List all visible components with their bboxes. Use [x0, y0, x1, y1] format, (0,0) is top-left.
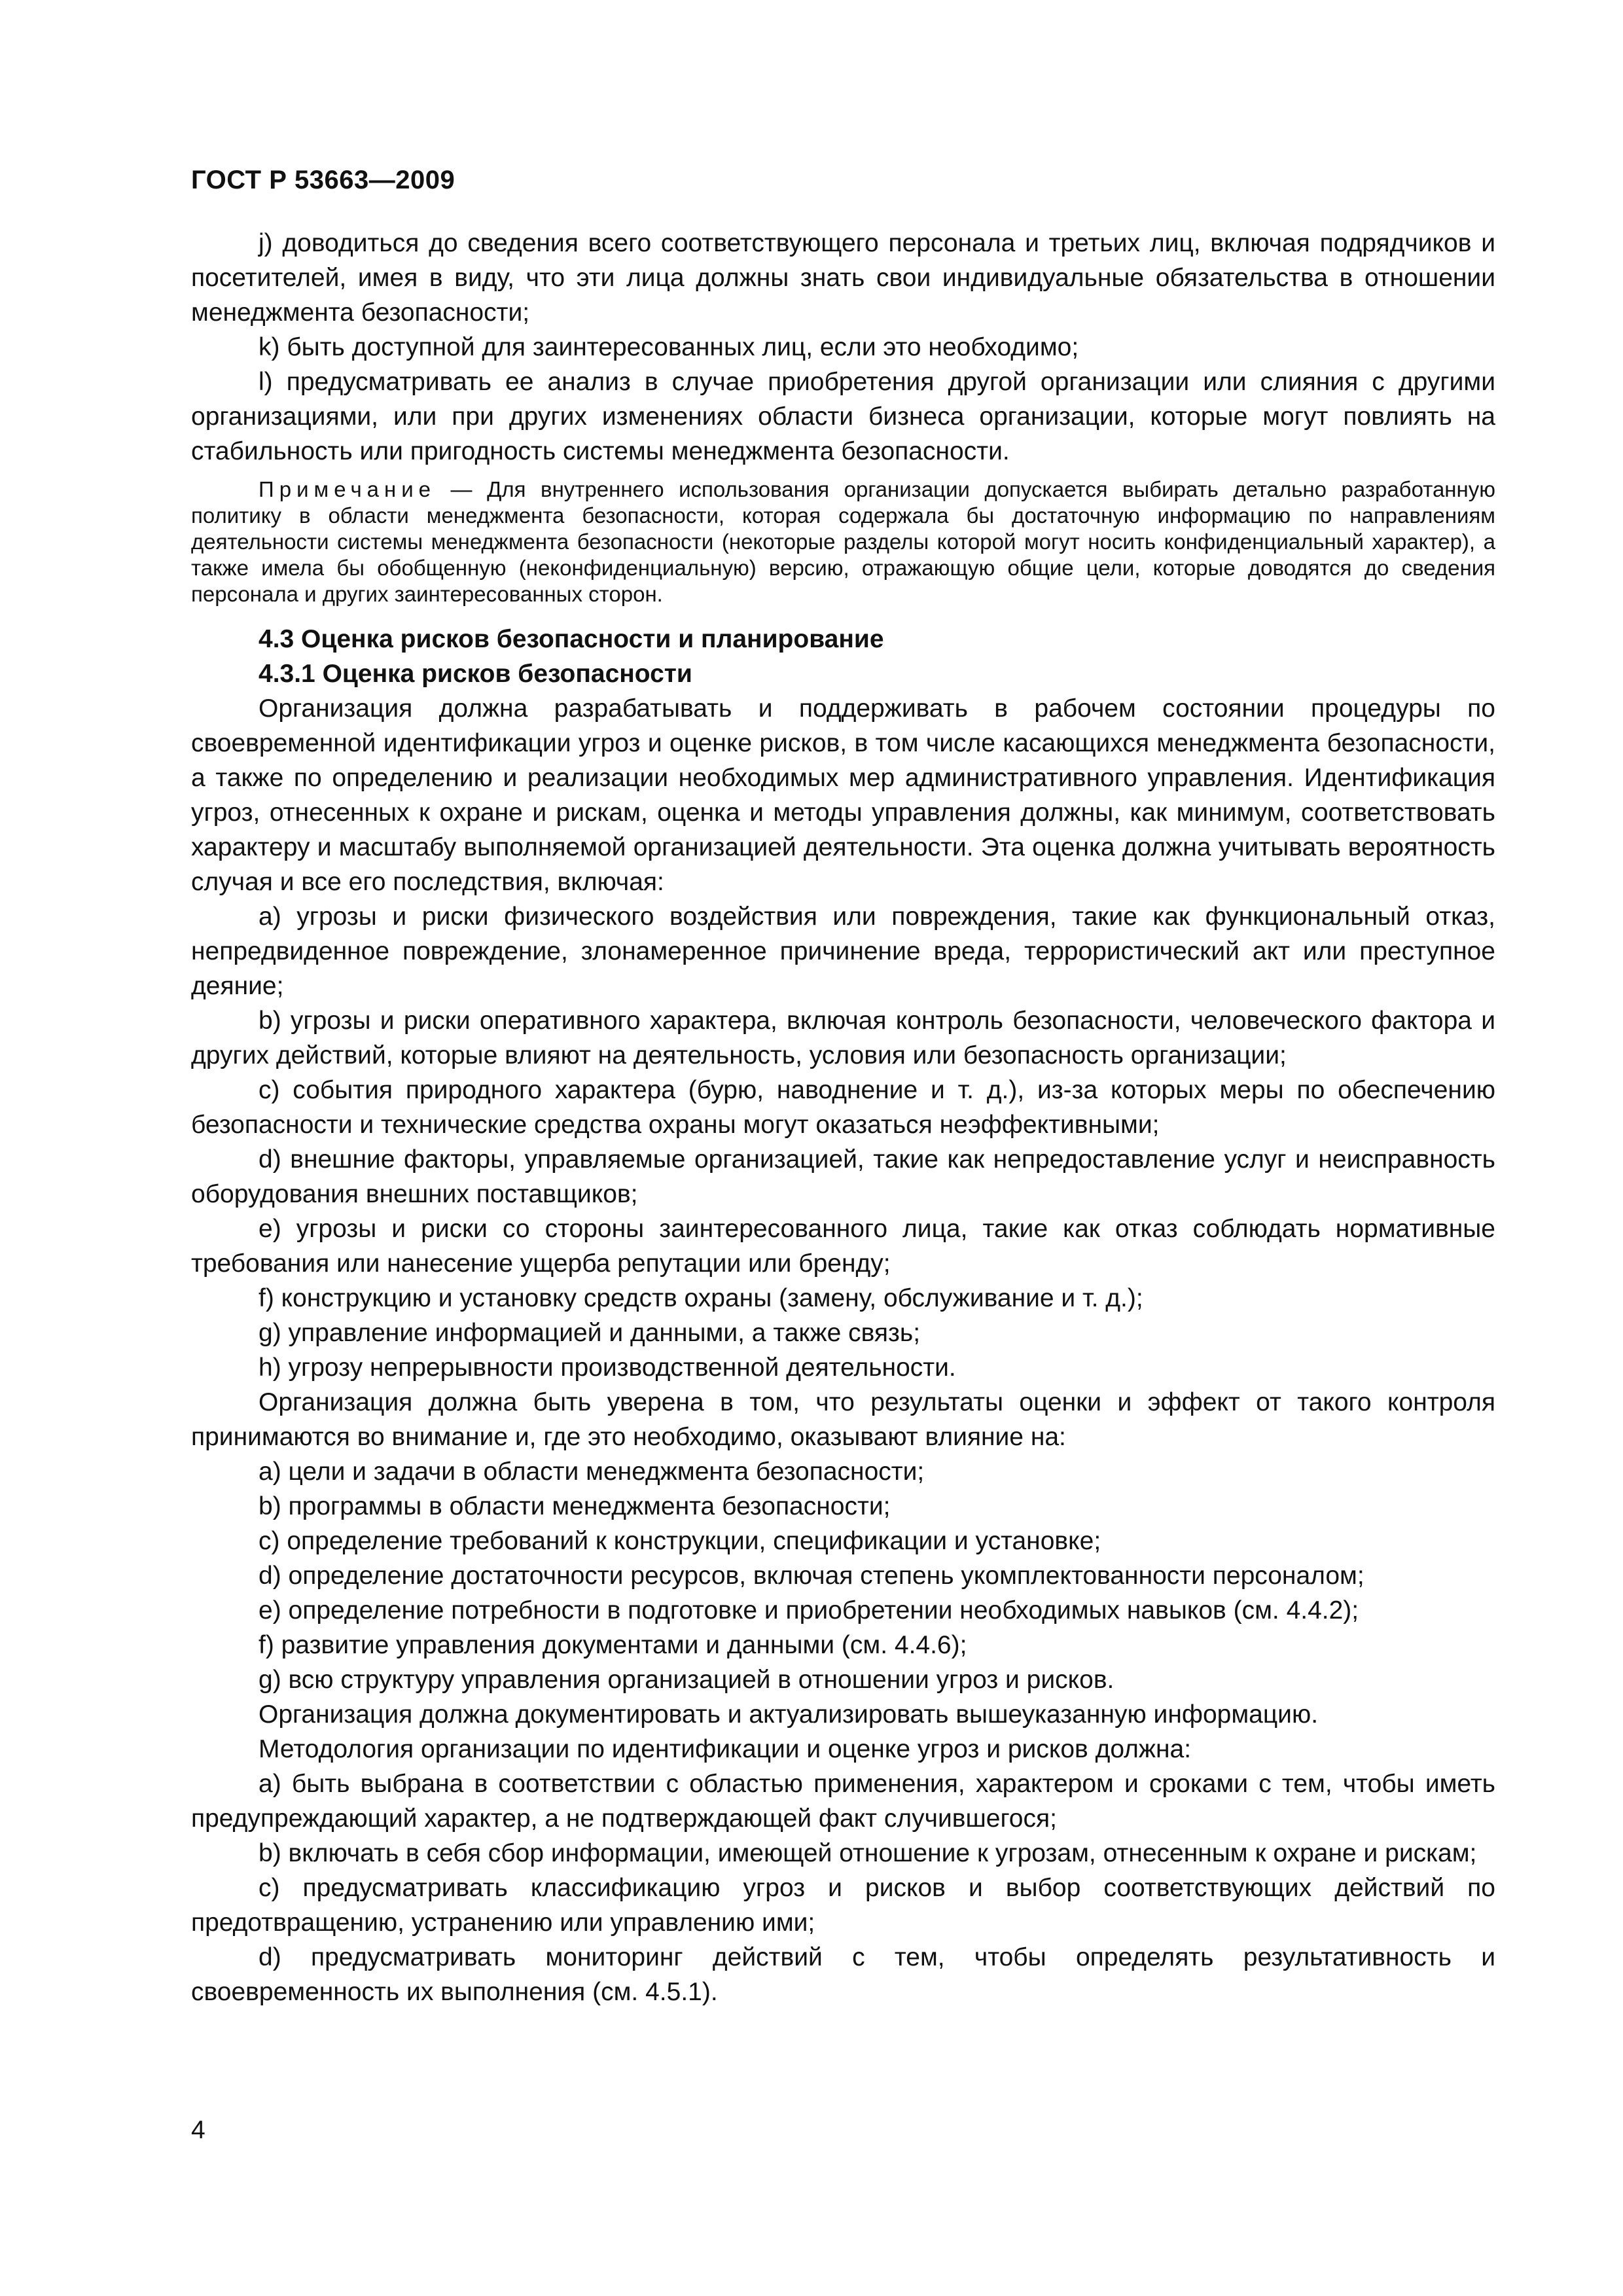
list-item: a) цели и задачи в области менеджмента безопасности;	[259, 1458, 925, 1486]
paragraph: Организация должна быть уверена в том, что результаты оценки и эффект от такого контроля принимаются во внимание и, где это необходимо, оказывают влияние на:	[191, 1388, 1495, 1451]
list-item: f) конструкцию и установку средств охраны (замену, обслуживание и т. д.);	[259, 1284, 1143, 1312]
paragraph-intro: Организация должна разрабатывать и поддерживать в рабочем состоянии процедуры по своевременной идентификации угроз и оценке рисков, в том числе касающихся менеджмента безопасности, а также по определению и реализации необходимых мер административного управления. Идентификация угроз, отнесенных к охране и рискам, оценка и методы управления должны, как минимум, соответствовать характеру и масштабу выполняемой организацией деятельности. Эта оценка должна учитывать вероятность случая и все его последствия, включая:	[191, 694, 1495, 896]
document-body	[191, 226, 1495, 2009]
list-item: e) определение потребности в подготовке и приобретении необходимых навыков (см. 4.4.2);	[259, 1596, 1359, 1624]
paragraph: Организация должна документировать и актуализировать вышеуказанную информацию.	[259, 1700, 1319, 1729]
page-number: 4	[191, 2116, 205, 2144]
list-item: h) угрозу непрерывности производственной деятельности.	[259, 1354, 956, 1382]
list-item: f) развитие управления документами и данными (см. 4.4.6);	[259, 1631, 967, 1659]
list-item: c) события природного характера (бурю, наводнение и т. д.), из-за которых меры по обеспечению безопасности и технические средства охраны могут оказаться неэффективными;	[191, 1076, 1495, 1139]
list-item: d) внешние факторы, управляемые организацией, такие как непредоставление услуг и неисправность оборудования внешних поставщиков;	[191, 1145, 1495, 1208]
subsection-heading: 4.3.1 Оценка рисков безопасности	[259, 660, 692, 688]
list-item-l: l) предусматривать ее анализ в случае приобретения другой организации или слияния с другими организациями, или при других изменениях области бизнеса организации, которые могут повлиять на стабильность или пригодность системы менеджмента безопасности.	[191, 368, 1495, 465]
list-item: b) включать в себя сбор информации, имеющей отношение к угрозам, отнесенным к охране и рискам;	[259, 1839, 1477, 1867]
note-text: — Для внутреннего использования организации допускается выбирать детально разработанную политику в области менеджмента безопасности, которая содержала бы достаточную информацию по направлениям деятельности системы менеджмента безопасности (некоторые разделы которой могут носить конфиденциальный характер), а также имела бы обобщенную (неконфиденциальную) версию, отражающую общие цели, которые доводятся до сведения персонала и других заинтересованных сторон.	[191, 477, 1495, 606]
list-item: e) угрозы и риски со стороны заинтересованного лица, такие как отказ соблюдать нормативные требования или нанесение ущерба репутации или бренду;	[191, 1215, 1495, 1278]
list-item-k: k) быть доступной для заинтересованных лиц, если это необходимо;	[259, 333, 1079, 361]
document-id-header: ГОСТ Р 53663—2009	[191, 166, 455, 194]
list-item: c) предусматривать классификацию угроз и рисков и выбор соответствующих действий по предотвращению, устранению или управлению ими;	[191, 1874, 1495, 1937]
list-item-j: j) доводиться до сведения всего соответствующего персонала и третьих лиц, включая подрядчиков и посетителей, имея в виду, что эти лица должны знать свои индивидуальные обязательства в отношении менеджмента безопасности;	[191, 229, 1495, 327]
list-item: b) угрозы и риски оперативного характера, включая контроль безопасности, человеческого фактора и других действий, которые влияют на деятельность, условия или безопасность организации;	[191, 1007, 1495, 1069]
list-item: a) угрозы и риски физического воздействия или повреждения, такие как функциональный отказ, непредвиденное повреждение, злонамеренное причинение вреда, террористический акт или преступное деяние;	[191, 903, 1495, 1000]
list-item: a) быть выбрана в соответствии с областью применения, характером и сроками с тем, чтобы иметь предупреждающий характер, а не подтверждающей факт случившегося;	[191, 1770, 1495, 1833]
list-item: g) всю структуру управления организацией в отношении угроз и рисков.	[259, 1666, 1115, 1694]
paragraph: Методология организации по идентификации и оценке угроз и рисков должна:	[259, 1735, 1192, 1763]
list-item: c) определение требований к конструкции, спецификации и установке;	[259, 1527, 1101, 1555]
list-item: g) управление информацией и данными, а также связь;	[259, 1319, 921, 1347]
section-heading: 4.3 Оценка рисков безопасности и планирование	[259, 625, 884, 653]
list-item: d) предусматривать мониторинг действий с тем, чтобы определять результативность и своевременность их выполнения (см. 4.5.1).	[191, 1943, 1495, 2006]
note-block	[191, 476, 1495, 607]
list-item: b) программы в области менеджмента безопасности;	[259, 1492, 891, 1520]
list-item: d) определение достаточности ресурсов, включая степень укомплектованности персоналом;	[259, 1562, 1364, 1590]
note-label: Примечание	[259, 477, 437, 501]
